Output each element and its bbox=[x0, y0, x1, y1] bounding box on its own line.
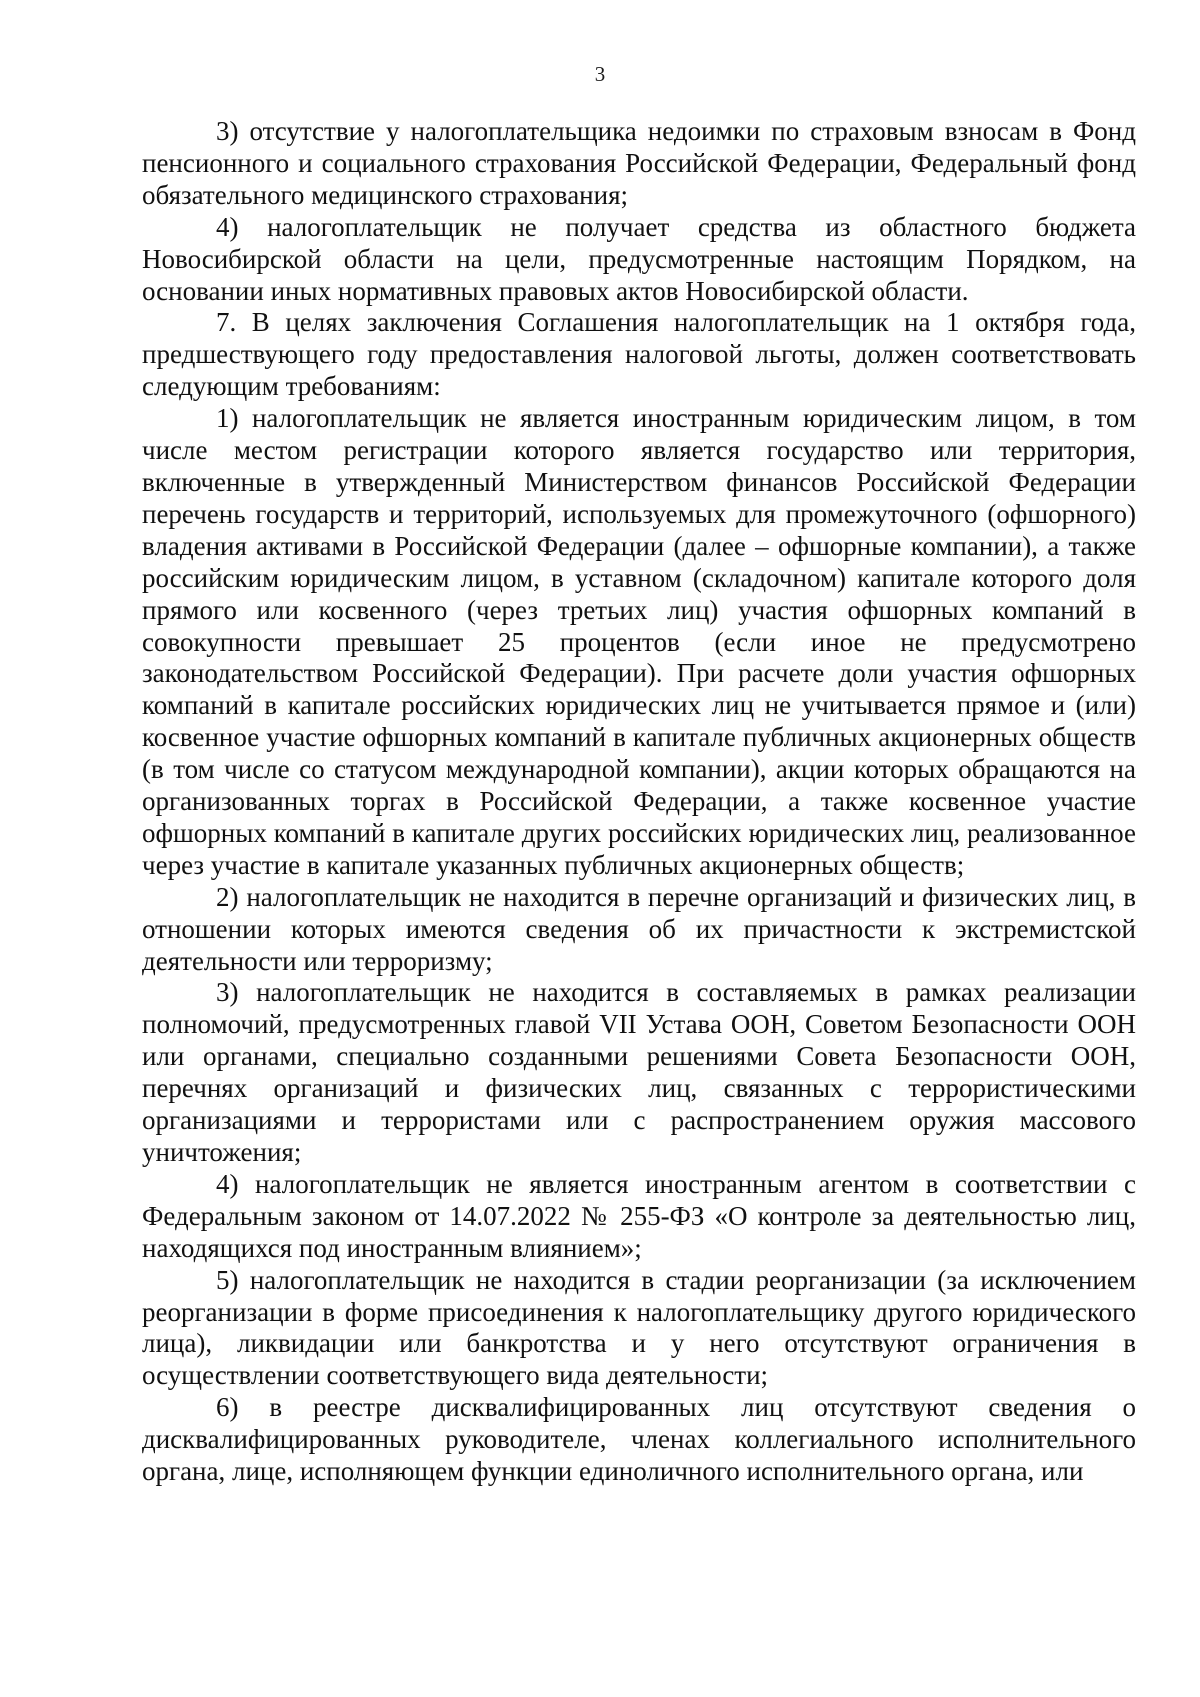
page-number: 3 bbox=[594, 62, 606, 86]
paragraph-item-3-un-lists: 3) налогоплательщик не находится в составляемых в рамках реализации полномочий, предусмотренных главой VII Устава ООН, Советом Безопасности ООН или органами, специально созданными решениями Совета Безопасности ООН, перечнях организаций и физических лиц, связанных с террористическими организациями и террористами или с распространением оружия массового уничтожения; bbox=[142, 977, 1136, 1167]
paragraph-clause-7-requirements: 7. В целях заключения Соглашения налогоплательщик на 1 октября года, предшествующего году предоставления налоговой льготы, должен соответствовать следующим требованиям: bbox=[142, 307, 1136, 402]
paragraph-item-5-reorganization: 5) налогоплательщик не находится в стадии реорганизации (за исключением реорганизации в форме присоединения к налогоплательщику другого юридического лица), ликвидации или банкротства и у него отсутствуют ограничения в осуществлении соответствующего вида деятельности; bbox=[142, 1264, 1136, 1391]
paragraph-item-3-arrears: 3) отсутствие у налогоплательщика недоимки по страховым взносам в Фонд пенсионного и социального страхования Российской Федерации, Федеральный фонд обязательного медицинского страхования; bbox=[142, 116, 1136, 210]
paragraph-item-1-offshore: 1) налогоплательщик не является иностранным юридическим лицом, в том числе местом регистрации которого является государство или территория, включенные в утвержденный Министерством финансов Российской Федерации перечень государств и территорий, используемых для промежуточного (офшорного) владения активами в Российской Федерации (далее – офшорные компании), а также российским юридическим лицом, в уставном (складочном) капитале которого доля прямого или косвенного (через третьих лиц) участия офшорных компаний в совокупности превышает 25 процентов (если иное не предусмотрено законодательством Российской Федерации). При расчете доли участия офшорных компаний в капитале российских юридических лиц не учитывается прямое и (или) косвенное участие офшорных компаний в капитале публичных акционерных обществ (в том числе со статусом международной компании), акции которых обращаются на организованных торгах в Российской Федерации, а также косвенное участие офшорных компаний в капитале других российских юридических лиц, реализованное через участие в капитале указанных публичных акционерных обществ; bbox=[142, 403, 1136, 880]
paragraph-item-4-no-budget-funds: 4) налогоплательщик не получает средства из областного бюджета Новосибирской области на цели, предусмотренные настоящим Порядком, на основании иных нормативных правовых актов Новосибирской области. bbox=[142, 211, 1136, 306]
document-body bbox=[142, 116, 1136, 1488]
paragraph-item-4-foreign-agent: 4) налогоплательщик не является иностранным агентом в соответствии с Федеральным законом от 14.07.2022 № 255-ФЗ «О контроле за деятельностью лиц, находящихся под иностранным влиянием»; bbox=[142, 1168, 1136, 1263]
paragraph-item-2-extremism-list: 2) налогоплательщик не находится в перечне организаций и физических лиц, в отношении которых имеются сведения об их причастности к экстремистской деятельности или терроризму; bbox=[142, 881, 1136, 976]
paragraph-item-6-disqualified-registry: 6) в реестре дисквалифицированных лиц отсутствуют сведения о дисквалифицированных руководителе, членах коллегиального исполнительного органа, лице, исполняющем функции единоличного исполнительного органа, или bbox=[142, 1392, 1136, 1487]
